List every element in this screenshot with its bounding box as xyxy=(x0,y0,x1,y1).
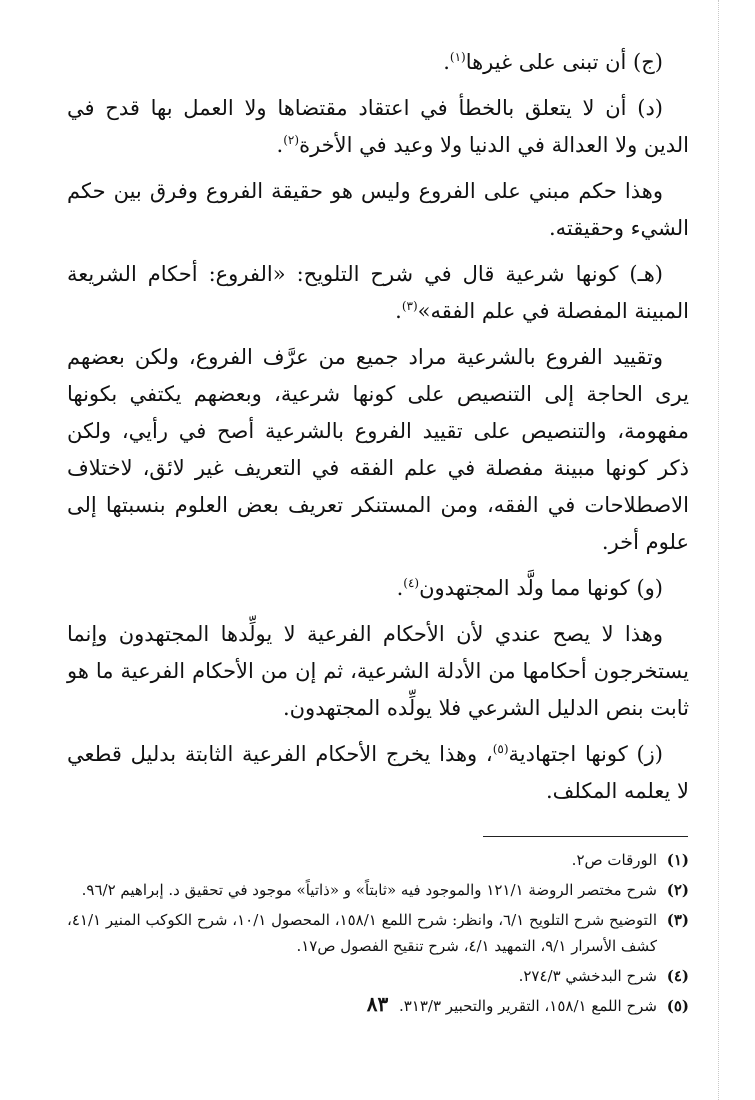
footnote-number: (٥) xyxy=(666,997,689,1015)
document-page xyxy=(67,44,689,1023)
footnote-separator xyxy=(483,836,688,837)
footnote-number: (٣) xyxy=(666,911,689,929)
page-fold-line xyxy=(718,0,719,1100)
paragraph-la-yasih: وهذا لا يصح عندي لأن الأحكام الفرعية لا يولِّدها المجتهدون وإنما يستخرجون أحكامها من الأدلة الشرعية، ثم إن من الأحكام الفرعية ما هو ثابت بنص الدليل الشرعي فلا يولِّده المجتهدون. xyxy=(67,622,689,720)
footnote-ref-2[interactable]: (٢) xyxy=(283,133,300,147)
paragraph-hukm: وهذا حكم مبني على الفروع وليس هو حقيقة الفروع وفرق بين حكم الشيء وحقيقته. xyxy=(67,179,689,240)
paragraph-w: (و) كونها مما ولَّد المجتهدون$^{(٤)}$. xyxy=(396,576,663,600)
footnote-number: (٢) xyxy=(666,881,689,899)
paragraph-taqyid: وتقييد الفروع بالشرعية مراد جميع من عرَّف الفروع، ولكن بعضهم يرى الحاجة إلى التنصيص على كونها شرعية، وبعضهم يكتفي بكونها مفهومة، والتنصيص على تقييد الفروع بالشرعية أصح في رأيي، ولكن ذكر كونها مبينة مفصلة في علم الفقه في التعريف غير لائق، لاختلاف الاصطلاحات في الفقه، ومن المستنكر تعريف بعض العلوم بنسبتها إلى علوم أخر. xyxy=(67,345,689,554)
body-text xyxy=(67,44,689,810)
paragraph-h: (هـ) كونها شرعية قال في شرح التلويح: «الفروع: أحكام الشريعة المبينة المفصلة في علم الفقه»$^{(٣)}$. xyxy=(67,262,689,323)
footnote-text: شرح اللمع ١٥٨/١، التقرير والتحبير ٣١٣/٣. xyxy=(398,997,657,1015)
paragraph-j: (ج) أن تبنى على غيرها$^{(١)}$. xyxy=(443,50,663,74)
page-number: ٨٣ xyxy=(366,992,389,1016)
footnote-number: (٤) xyxy=(666,967,689,985)
footnote-ref-5[interactable]: (٥) xyxy=(492,742,509,756)
footnote-3 xyxy=(67,907,689,959)
footnote-text: شرح مختصر الروضة ١٢١/١ والموجود فيه «ثابتاً» و «ذاتياً» موجود في تحقيق د. إبراهيم ٩٦/٢. xyxy=(81,881,657,899)
footnote-text: شرح البدخشي ٢٧٤/٣. xyxy=(518,967,657,985)
footnote-ref-3[interactable]: (٣) xyxy=(401,299,418,313)
paragraph-z: (ز) كونها اجتهادية$^{(٥)}$، وهذا يخرج الأحكام الفرعية الثابتة بدليل قطعي لا يعلمه المكلف. xyxy=(67,742,689,803)
paragraph-d: (د) أن لا يتعلق بالخطأ في اعتقاد مقتضاها ولا العمل بها قدح في الدين ولا العدالة في الدنيا ولا وعيد في الأخرة$^{(٢)}$. xyxy=(67,96,689,157)
footnote-4 xyxy=(67,963,689,989)
footnote-text: التوضيح شرح التلويح ٦/١، وانظر: شرح اللمع ١٥٨/١، المحصول ١٠/١، شرح الكوكب المنير ٤١/١، كشف الأسرار ٩/١، التمهيد ٤/١، شرح تنقيح الفصول ص١٧. xyxy=(67,911,657,955)
footnote-1 xyxy=(67,847,689,873)
footnote-2 xyxy=(67,877,689,903)
footnote-text: الورقات ص٢. xyxy=(571,851,657,869)
footnote-number: (١) xyxy=(666,851,689,869)
footnote-ref-1[interactable]: (١) xyxy=(449,50,466,64)
footnote-ref-4[interactable]: (٤) xyxy=(403,576,420,590)
